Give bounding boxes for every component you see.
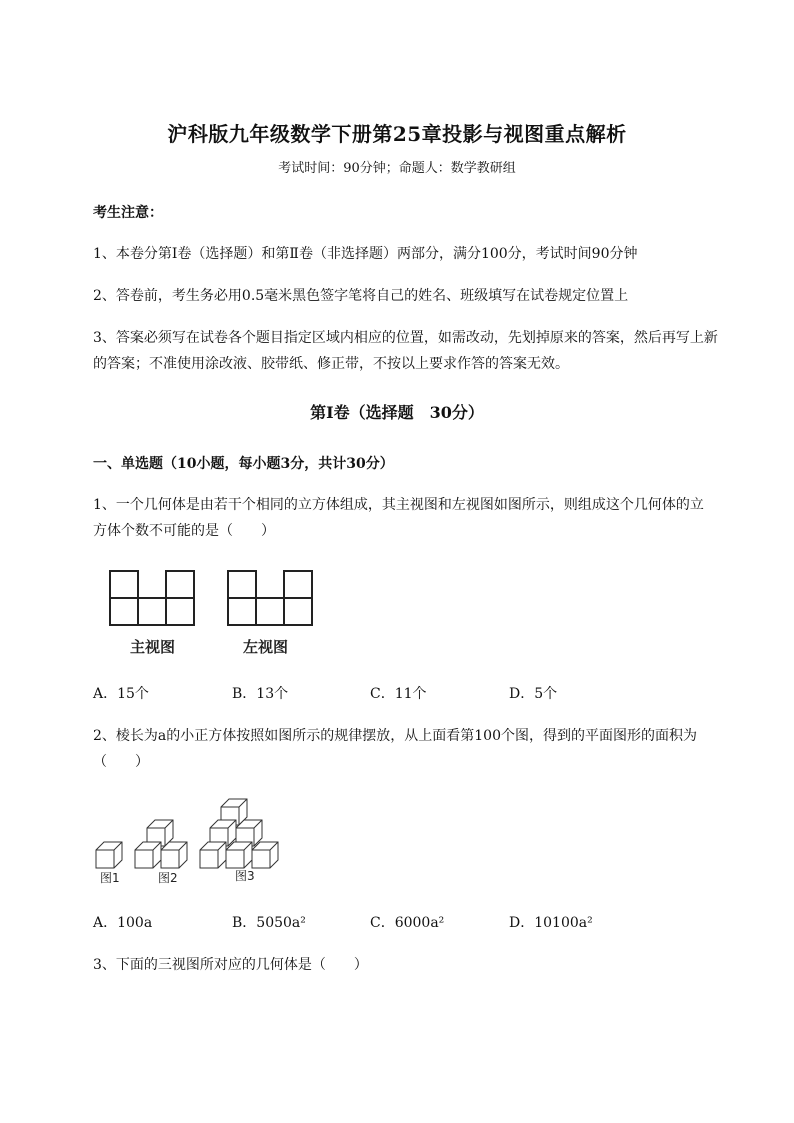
left-view-label: 左视图 xyxy=(243,638,289,656)
q1-option-b: B．13个 xyxy=(232,686,289,702)
question-1-line-1: 1、一个几何体是由若干个相同的立方体组成，其主视图和左视图如图所示，则组成这个几何体的立 xyxy=(93,497,704,513)
q2-option-d: D．10100a² xyxy=(509,915,593,931)
q1-option-c: C．11个 xyxy=(370,686,427,702)
q1-views-figure xyxy=(100,560,320,664)
notice-item-3: 3、答案必须写在试卷各个题目指定区域内相应的位置，如需改动，先划掉原来的答案，然后再写上新 xyxy=(93,330,718,346)
q1-option-a: A．15个 xyxy=(93,686,149,702)
notice-item-1: 1、本卷分第I卷（选择题）和第Ⅱ卷（非选择题）两部分，满分100分，考试时间90分钟 xyxy=(93,246,638,262)
q1-option-d: D．5个 xyxy=(509,686,558,702)
exam-info: 考试时间：90分钟；命题人：数学教研组 xyxy=(278,161,516,176)
question-2-line-1: 2、棱长为a的小正方体按照如图所示的规律摆放，从上面看第100个图，得到的平面图形的面积为 xyxy=(93,728,697,744)
fig3-label: 图3 xyxy=(235,869,255,883)
q2-option-c: C．6000a² xyxy=(370,915,445,931)
notice-item-3-cont: 的答案；不准使用涂改液、胶带纸、修正带，不按以上要求作答的答案无效。 xyxy=(93,356,569,372)
fig2-label: 图2 xyxy=(158,871,178,885)
page-title: 沪科版九年级数学下册第25章投影与视图重点解析 xyxy=(167,122,627,146)
q2-option-a: A．100a xyxy=(93,915,153,931)
q2-option-b: B．5050a² xyxy=(232,915,306,931)
question-1-line-2: 方体个数不可能的是（ ） xyxy=(93,523,275,539)
front-view-label: 主视图 xyxy=(130,638,176,656)
section-title: 第I卷（选择题 30分） xyxy=(310,403,484,422)
question-3-line-1: 3、下面的三视图所对应的几何体是（ ） xyxy=(93,957,368,973)
q2-cubes-figure xyxy=(90,790,310,894)
fig1-label: 图1 xyxy=(100,871,120,885)
question-2-line-2: （ ） xyxy=(93,754,149,770)
part-heading: 一、单选题（10小题，每小题3分，共计30分） xyxy=(93,456,394,472)
notice-heading: 考生注意： xyxy=(93,205,163,221)
notice-item-2: 2、答卷前，考生务必用0.5毫米黑色签字笔将自己的姓名、班级填写在试卷规定位置上 xyxy=(93,288,629,304)
